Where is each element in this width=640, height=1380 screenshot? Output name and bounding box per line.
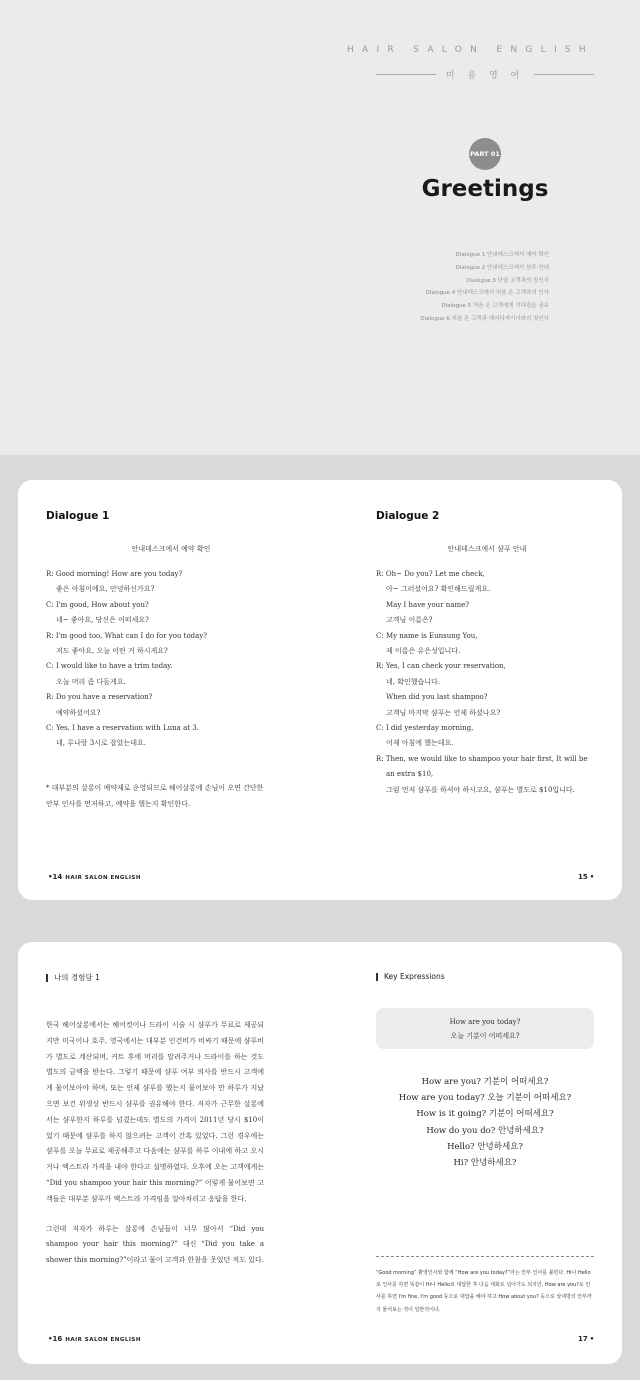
key-expression-box: [376, 1008, 594, 1049]
dialogue-line: C: I'm good, How about you?: [46, 600, 149, 609]
explanation-block: [376, 1256, 594, 1316]
dialogue-line: C: Yes, I have a reservation with Luna at 3.: [46, 724, 199, 733]
page-17: [376, 972, 594, 1171]
dialogue-line-translation: 네, 확인했습니다.: [386, 677, 441, 686]
series-korean-title: 미 용 영 어: [445, 71, 525, 81]
part-title: Greetings: [421, 176, 549, 202]
dialogue-line: C: My name is Eunsung You,: [376, 631, 478, 640]
dialogue-line-translation: 고객님 이름은?: [386, 616, 433, 625]
dashed-divider: [376, 1256, 594, 1257]
section-bar-icon: [376, 973, 378, 981]
dialogue-line: R: Oh~ Do you? Let me check,: [376, 570, 485, 578]
folio-number: 16: [52, 1335, 63, 1343]
dialogue-line: R: I'm good too, What can I do for you today?: [46, 631, 208, 640]
dialogue-line: R: Then, we would like to shampoo your hair first, It will be an extra $10,: [376, 754, 588, 779]
divider-left: [376, 74, 436, 75]
expression-item: How are you today? 오늘 기분이 어떠세요?: [398, 1093, 572, 1104]
section-bar-icon: [46, 974, 48, 982]
dialogue-line-translation: 네, 루나랑 3시로 잡았는데요.: [56, 739, 146, 748]
dialogue-line-translation: 어제 아침에 했는데요.: [386, 739, 454, 748]
dialogue-line-translation: 그럼 먼저 샴푸를 하셔야 하시고요, 샴푸는 별도로 $10입니다.: [386, 785, 575, 794]
key-expression-en: How are you today?: [449, 1018, 521, 1026]
toc-item: Dialogue 6 처음 온 고객과 헤어디자이너와의 첫인사: [420, 315, 549, 322]
dialogue-line-translation: 예약하셨어요?: [56, 708, 101, 717]
experience-paragraph: 한국 헤어살롱에서는 헤어컷이나 드라이 시술 시 샴푸가 무료로 제공되지만 미국이나 호주, 영국에서는 대부분 인건비가 비싸기 때문에 샴푸비가 별도로 계산되며, 커트 후에 머리를 말려주거나 드라이를 하는 것도 별도의 금액을 받는다. 그렇기 때문에 샴푸 여부 의사를 반드시 고객에게 물어보아야 하며, 또는 언제 샴푸를 했는지 물어보아 만 하루가 지났으면 보건 위생상 반드시 샴푸를 권유해야 한다. 저자가 근무한 살롱에서는 샴푸한지 하루를 넘겼는데도 별도의 가격이 2011년 당시 $10이었기 때문에 샴푸를 하지 않으려는 고객이 간혹 있었다. 그런 경우에는 샴푸를 오늘 무료로 제공해주고 다음에는 샴푸를 하루 이내에 하고 오시거나 엑스트라 가격을 내야 한다고 설명하였다. 오후에 오는 고객에게는 “Did you shampoo your hair this morning?” 이렇게 물어보면 고객들은 대부분 샴푸가 엑스트라 가격임을 알아차리고 응답을 한다.: [46, 1021, 264, 1203]
dialogue-subtitle: 안내데스크에서 샴푸 안내: [447, 545, 527, 553]
folio-number: 17: [578, 1335, 588, 1343]
dialogue-line-translation: 저도 좋아요, 오늘 어떤 거 하시게요?: [56, 647, 168, 656]
section-title: 나의 경험담 1: [54, 973, 100, 982]
dialogue-line: May I have your name?: [386, 600, 469, 609]
divider-right: [534, 74, 594, 75]
dialogue-line: R: Do you have a reservation?: [46, 693, 153, 702]
dialogue-subtitle: 안내데스크에서 예약 확인: [131, 545, 211, 553]
series-subtitle: [376, 68, 594, 81]
page-14: [46, 510, 296, 812]
section-heading: [376, 972, 594, 981]
part-badge: PART 01: [469, 138, 501, 170]
expression-item: Hi? 안녕하세요?: [453, 1158, 517, 1169]
folio-number: 15: [578, 873, 588, 881]
toc-item: Dialogue 3 단골 고객과의 첫인사: [466, 277, 549, 284]
dialogue-line-translation: 네~ 좋아요, 당신은 어떠세요?: [56, 616, 149, 625]
page-16: [46, 972, 264, 1269]
dialogue-line: C: I would like to have a trim today.: [46, 662, 173, 671]
expression-list: [376, 1074, 594, 1171]
dialogue-lines: [376, 567, 598, 798]
page-number-15: [578, 873, 594, 881]
page-spread-14-15: [18, 480, 622, 900]
dialogue-line: R: Good morning! How are you today?: [46, 570, 183, 578]
folio-number: 14: [52, 873, 63, 881]
dialogue-line: R: Yes, I can check your reservation,: [376, 662, 506, 671]
dialogue-line: C: I did yesterday morning,: [376, 724, 474, 733]
page-spread-16-17: [18, 942, 622, 1364]
explanation-text: “Good morning” 환영인사와 함께 “How are you today?”라는 안부 인사를 붙힌다. Hi나 Hello로 인사를 하면 똑같이 Hi나 Hello로 대답한 후 다음 대화로 넘어가도 되지만, How are you?로 인사를 하면 I'm fine, I'm good 등으로 대답을 해야 하고 How about you? 등으로 상대방의 안부까지 물어보는 것이 일반적이다.: [376, 1270, 592, 1313]
dialogue-line-translation: 제 이름은 유은성입니다.: [386, 647, 461, 656]
folio-dot: •: [589, 1335, 595, 1343]
expression-item: Hello? 안녕하세요?: [447, 1141, 523, 1152]
page-number-14: [48, 873, 141, 881]
folio-label: HAIR SALON ENGLISH: [65, 875, 141, 881]
dialogue-line-translation: 아~ 그러셨어요? 확인해드릴게요.: [386, 585, 491, 594]
key-expression-ko: 오늘 기분이 어떠세요?: [450, 1032, 520, 1040]
section-heading: [46, 972, 264, 983]
folio-dot: •: [48, 1335, 53, 1343]
toc-item: Dialogue 4 안내데스크에서 처음 온 고객과의 인사: [425, 290, 549, 297]
dialogue-title: Dialogue 1: [46, 510, 110, 522]
folio-dot: •: [48, 873, 53, 881]
expression-item: How do you do? 안녕하세요?: [426, 1125, 544, 1136]
dialogue-line-translation: 좋은 아침이에요, 안녕하신가요?: [56, 585, 155, 594]
expression-item: How are you? 기분이 어떠세요?: [421, 1077, 549, 1087]
page-number-17: [578, 1335, 594, 1343]
folio-label: HAIR SALON ENGLISH: [65, 1337, 141, 1343]
experience-paragraph: 그런데 저자가 하루는 살롱에 손님들이 너무 많아서 “Did you shampoo your hair this morning?” 대신 “Did you take a shower this morning?”이라고 물어 고객과 한참을 웃었던 적도 있다.: [46, 1224, 264, 1265]
expression-item: How is it going? 기분이 어떠세요?: [416, 1109, 554, 1120]
toc-item: Dialogue 1 안내데스크에서 예약 확인: [455, 252, 549, 258]
page-number-16: [48, 1335, 141, 1343]
dialogue-lines: [46, 567, 296, 752]
toc-item: Dialogue 5 처음 온 고객에게 기다림을 권유: [441, 303, 549, 310]
table-of-contents: [420, 249, 549, 326]
toc-item: Dialogue 2 안내데스크에서 샴푸 안내: [455, 264, 549, 271]
dialogue-title: Dialogue 2: [376, 510, 440, 522]
series-title: HAIR SALON ENGLISH: [346, 45, 594, 55]
folio-dot: •: [589, 873, 595, 881]
dialogue-note: * 대부분의 살롱이 예약제로 운영되므로 헤어살롱에 손님이 오면 간단한 안부 인사를 먼저하고, 예약을 했는지 확인한다.: [46, 783, 264, 808]
page-15: [376, 510, 598, 798]
dialogue-line-translation: 오늘 머리 좀 다듬게요.: [56, 677, 126, 686]
dialogue-line: When did you last shampoo?: [386, 693, 488, 702]
dialogue-line-translation: 고객님 마지막 샴푸는 언제 하셨나요?: [386, 708, 501, 717]
section-title: Key Expressions: [384, 972, 445, 981]
part-cover-page: [0, 0, 640, 455]
